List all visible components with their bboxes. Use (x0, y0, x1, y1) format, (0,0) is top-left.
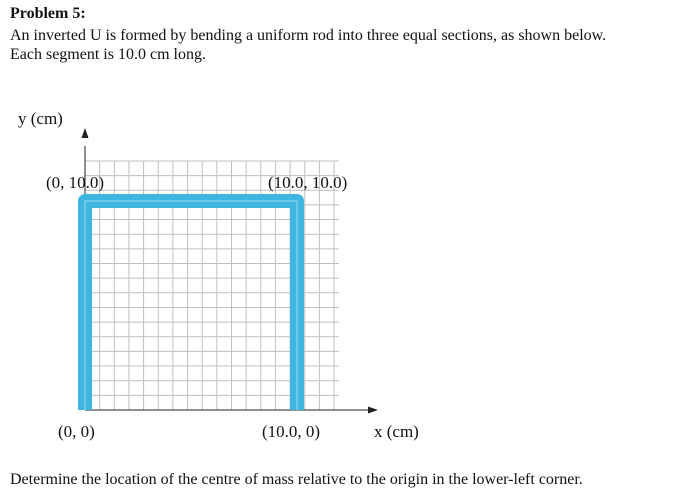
rod-highlight (85, 201, 297, 410)
inverted-u-figure (0, 100, 700, 450)
question-text: Determine the location of the centre of mass relative to the origin in the lower-left corner. (10, 471, 583, 488)
problem-statement (10, 26, 690, 64)
problem-statement-line-2: Each segment is 10.0 cm long. (10, 46, 206, 63)
label-origin: (0, 0) (58, 422, 95, 441)
figure-svg (0, 100, 700, 450)
y-axis-label: y (cm) (18, 109, 63, 128)
x-axis-label: x (cm) (374, 422, 419, 441)
label-bottom-right: (10.0, 0) (262, 422, 321, 441)
label-top-right: (10.0, 10.0) (268, 173, 348, 192)
label-top-left: (0, 10.0) (46, 173, 105, 192)
y-axis-arrow-icon (82, 128, 89, 138)
x-axis-arrow-icon (368, 407, 378, 414)
problem-title: Problem 5: (10, 5, 86, 22)
inverted-u-rod (85, 201, 297, 410)
problem-statement-line-1: An inverted U is formed by bending a uniform rod into three equal sections, as shown below. (10, 27, 607, 44)
